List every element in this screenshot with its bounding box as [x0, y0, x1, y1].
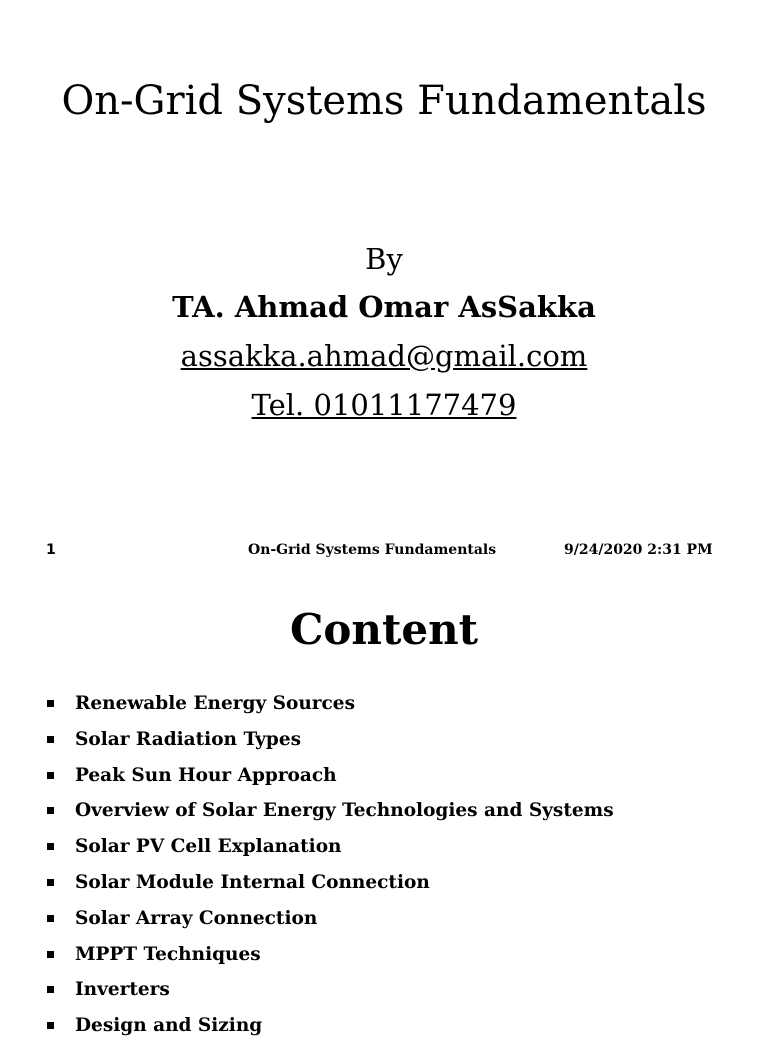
list-item-text: Solar Radiation Types	[75, 728, 302, 750]
list-item-text: Inverters	[75, 979, 170, 1001]
list-item	[0, 867, 768, 903]
bullet-icon	[47, 1022, 54, 1029]
list-item	[0, 760, 768, 796]
bullet-icon	[47, 772, 54, 779]
bullet-icon	[47, 951, 54, 958]
bullet-icon	[47, 843, 54, 850]
list-item-text: Overview of Solar Energy Technologies and Systems	[75, 800, 614, 822]
bullet-icon	[47, 807, 54, 814]
content-heading: Content	[289, 605, 479, 654]
list-item	[0, 903, 768, 939]
list-item-text: Solar Array Connection	[75, 907, 318, 929]
list-item-text: Peak Sun Hour Approach	[75, 764, 337, 786]
bullet-icon	[47, 986, 54, 993]
list-item	[0, 831, 768, 867]
list-item	[0, 688, 768, 724]
slide-title: On-Grid Systems Fundamentals	[61, 78, 707, 124]
author-phone-link[interactable]: Tel. 01011177479	[251, 388, 517, 422]
list-item	[0, 724, 768, 760]
bullet-icon	[47, 700, 54, 707]
bullet-icon	[47, 736, 54, 743]
list-item	[0, 795, 768, 831]
list-item	[0, 939, 768, 975]
list-item-text: Solar PV Cell Explanation	[75, 836, 342, 858]
bullet-icon	[47, 915, 54, 922]
footer-datetime: 9/24/2020 2:31 PM	[564, 542, 713, 558]
list-item	[0, 1010, 768, 1046]
slide-footer	[0, 540, 768, 560]
page-number: 1	[46, 542, 56, 558]
footer-title: On-Grid Systems Fundamentals	[248, 542, 497, 558]
list-item-text: Design and Sizing	[75, 1015, 263, 1037]
by-label: By	[365, 242, 403, 276]
list-item-text: Solar Module Internal Connection	[75, 871, 430, 893]
list-item-text: Renewable Energy Sources	[75, 693, 355, 714]
author-email-link[interactable]: assakka.ahmad@gmail.com	[180, 339, 588, 373]
content-list	[0, 688, 768, 1046]
list-item	[0, 974, 768, 1010]
author-name: TA. Ahmad Omar AsSakka	[172, 290, 596, 324]
bullet-icon	[47, 879, 54, 886]
list-item-text: MPPT Techniques	[75, 943, 261, 965]
